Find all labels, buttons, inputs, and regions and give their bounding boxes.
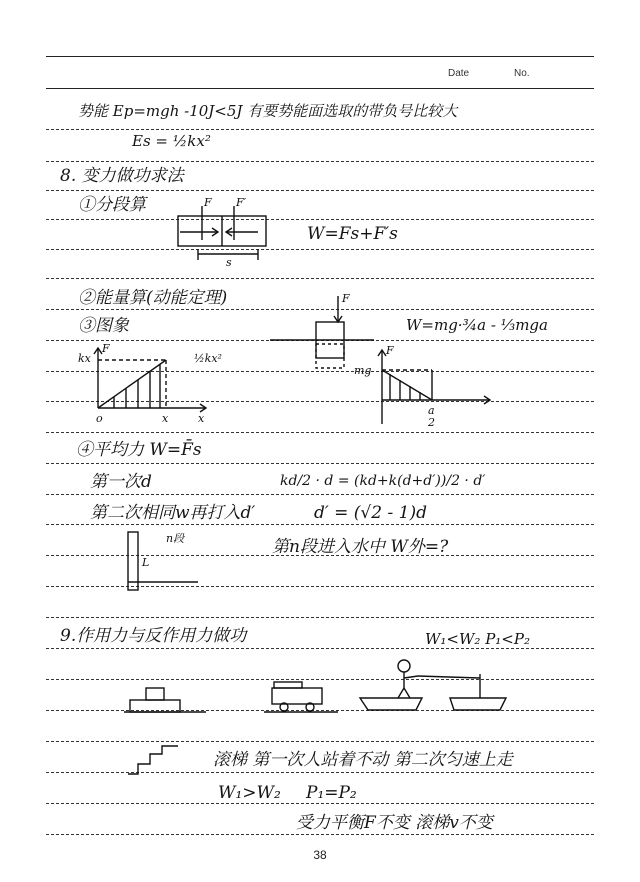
method-3-formula: W=mg·¾a - ⅓mga bbox=[406, 316, 548, 334]
ruled-line bbox=[46, 249, 594, 250]
escalator-steps bbox=[124, 744, 184, 776]
boat-1 bbox=[360, 698, 422, 710]
ruled-line bbox=[46, 834, 594, 835]
spring-energy-formula: Es = ½kx² bbox=[132, 132, 211, 150]
spring-force-graph bbox=[74, 340, 254, 424]
person-arm bbox=[404, 676, 418, 678]
nth-segment-text: 第n段进入水中 W外=? bbox=[272, 537, 449, 557]
boat-2 bbox=[450, 698, 506, 710]
ruled-line bbox=[46, 803, 594, 804]
rod-diagram bbox=[118, 528, 218, 594]
block-dashed bbox=[316, 344, 344, 368]
ruled-line bbox=[46, 617, 594, 618]
ruled-line bbox=[46, 463, 594, 464]
two-label: 2 bbox=[428, 416, 435, 429]
segment-force-diagram bbox=[168, 198, 278, 270]
ruled-line bbox=[46, 494, 594, 495]
f-label: F bbox=[102, 342, 110, 355]
section-9-relation: W₁<W₂ P₁<P₂ bbox=[425, 630, 530, 648]
ruled-line bbox=[46, 741, 594, 742]
method-1-formula: W=Fs+F′s bbox=[307, 224, 398, 244]
lower-block bbox=[130, 700, 180, 712]
escalator-work-relation: W₁>W₂ bbox=[218, 783, 281, 803]
second-strike-label: 第二次相同w再打入d′ bbox=[90, 503, 256, 523]
method-4-title: ④平均力 W=F̄s bbox=[76, 440, 202, 460]
ruled-line bbox=[46, 648, 594, 649]
method-2-title: ②能量算(动能定理) bbox=[78, 288, 228, 308]
boat-pulling-diagram bbox=[356, 658, 516, 718]
ruled-line bbox=[46, 432, 594, 433]
f-label: F bbox=[386, 344, 394, 357]
a-label: a bbox=[428, 404, 435, 417]
ruled-line bbox=[46, 278, 594, 279]
escalator-text: 滚梯 第一次人站着不动 第二次匀速上走 bbox=[213, 750, 513, 770]
length-label: L bbox=[142, 556, 150, 569]
method-3-title: ③图象 bbox=[78, 316, 129, 336]
origin-label: o bbox=[96, 412, 103, 425]
person-head bbox=[398, 660, 410, 672]
ruled-line bbox=[46, 219, 594, 220]
block-on-ground bbox=[120, 680, 210, 716]
first-strike-formula: kd/2 · d = (kd+k(d+d′))/2 · d′ bbox=[280, 473, 486, 489]
section-9-title: 9.作用力与反作用力做功 bbox=[60, 626, 247, 646]
ruled-line bbox=[46, 56, 594, 57]
displacement-label: s bbox=[226, 256, 232, 269]
potential-energy-line: 势能 Ep=mgh -10J<5J 有要势能面选取的带负号比较大 bbox=[78, 102, 458, 120]
buoyancy-graph bbox=[350, 344, 500, 430]
mg-label: mg bbox=[354, 364, 372, 377]
cart-diagram bbox=[262, 676, 342, 716]
cart-load bbox=[274, 682, 302, 688]
upper-block bbox=[146, 688, 164, 700]
escalator-power-relation: P₁=P₂ bbox=[306, 783, 357, 803]
section-8-title: 8. 变力做功求法 bbox=[60, 166, 184, 186]
kx-label: kx bbox=[78, 352, 91, 365]
cart-body bbox=[272, 688, 322, 704]
ruled-line bbox=[46, 190, 594, 191]
ruled-line bbox=[46, 524, 594, 525]
rod bbox=[128, 532, 138, 590]
force-line bbox=[98, 360, 166, 408]
person-leg bbox=[398, 688, 404, 698]
rope bbox=[418, 676, 480, 678]
page-number: 38 bbox=[313, 848, 327, 862]
method-1-title: ①分段算 bbox=[78, 195, 146, 215]
second-strike-formula: d′ = (√2 - 1)d bbox=[314, 503, 427, 523]
segment-label: n段 bbox=[166, 532, 185, 545]
steps bbox=[128, 746, 178, 774]
ruled-line bbox=[46, 129, 594, 130]
first-strike-label: 第一次d bbox=[90, 472, 152, 492]
person-leg bbox=[404, 688, 410, 698]
ruled-line bbox=[46, 161, 594, 162]
escalator-conclusion: 受力平衡F不变 滚梯v不变 bbox=[296, 813, 493, 833]
x-label-1: x bbox=[162, 412, 169, 425]
x-label-2: x bbox=[198, 412, 205, 425]
force-label-2: F′ bbox=[236, 196, 247, 209]
push-label: F bbox=[342, 292, 350, 305]
force-label-1: F bbox=[204, 196, 212, 209]
no-label: No. bbox=[514, 68, 530, 79]
ruled-line bbox=[46, 88, 594, 89]
date-label: Date bbox=[448, 68, 470, 79]
area-label: ½kx² bbox=[194, 352, 222, 365]
